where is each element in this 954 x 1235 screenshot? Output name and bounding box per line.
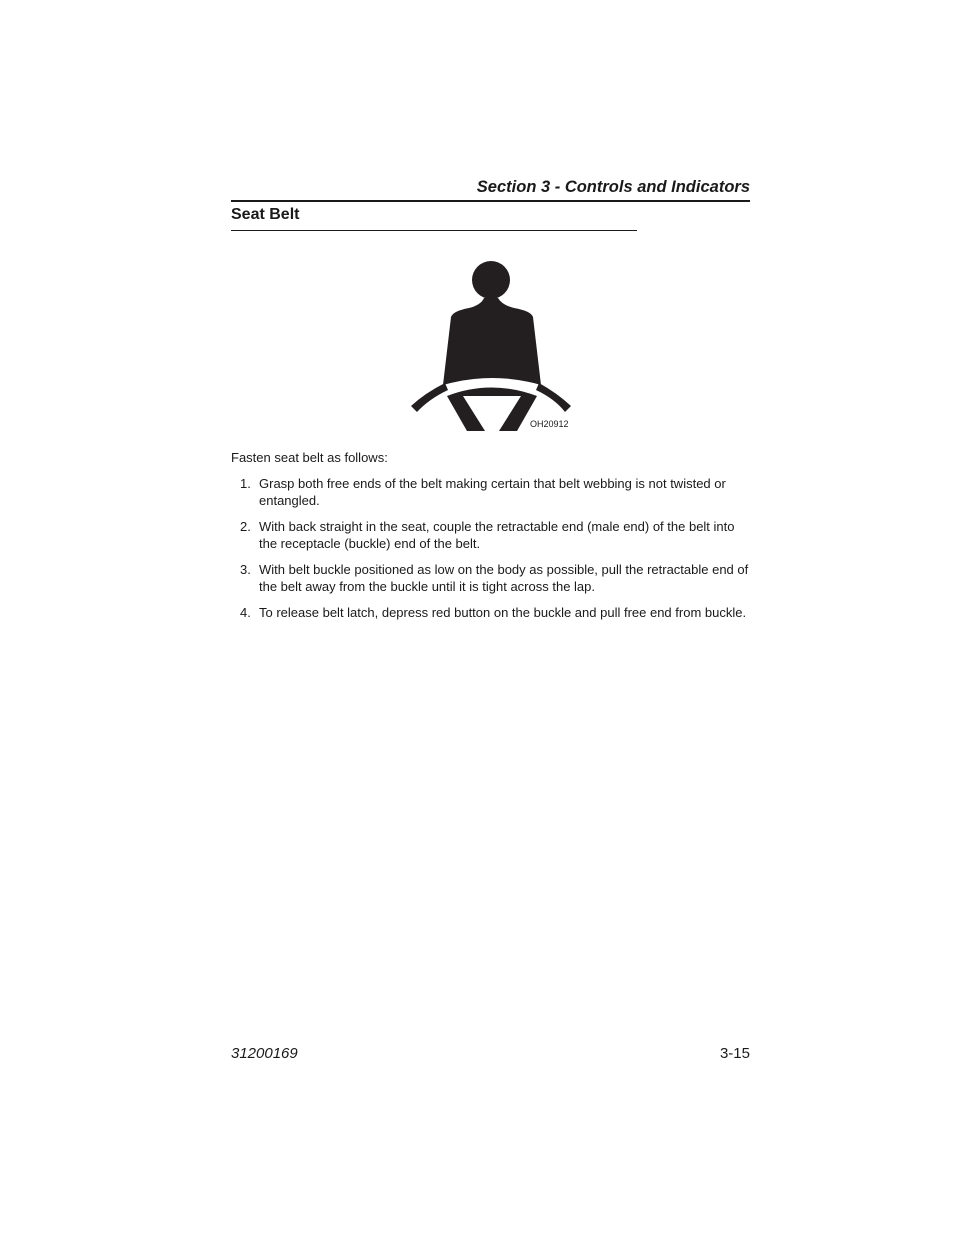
list-item xyxy=(231,475,751,509)
step-number: 2. xyxy=(240,519,251,534)
step-number: 3. xyxy=(240,562,251,577)
step-text: Grasp both free ends of the belt making certain that belt webbing is not twisted or entangled. xyxy=(259,476,726,508)
seat-belt-icon xyxy=(405,255,580,435)
step-text: With back straight in the seat, couple the retractable end (male end) of the belt into the receptacle (buckle) end of the belt. xyxy=(259,519,735,551)
figure-id-label: OH20912 xyxy=(530,419,569,429)
page-number: 3-15 xyxy=(719,1045,750,1062)
step-number: 4. xyxy=(240,605,251,620)
list-item xyxy=(231,518,751,552)
page-title: Seat Belt xyxy=(231,205,637,231)
seat-belt-figure xyxy=(405,255,580,435)
list-item xyxy=(231,604,751,621)
step-text: To release belt latch, depress red button on the buckle and pull free end from buckle. xyxy=(259,605,747,620)
step-text: With belt buckle positioned as low on the body as possible, pull the retractable end of the belt away from the buckle until it is tight across the lap. xyxy=(259,562,749,594)
list-item xyxy=(231,561,751,595)
step-number: 1. xyxy=(240,476,251,491)
intro-text: Fasten seat belt as follows: xyxy=(231,450,388,465)
document-number: 31200169 xyxy=(231,1045,298,1062)
section-header: Section 3 - Controls and Indicators xyxy=(231,176,750,202)
step-list xyxy=(231,475,751,630)
